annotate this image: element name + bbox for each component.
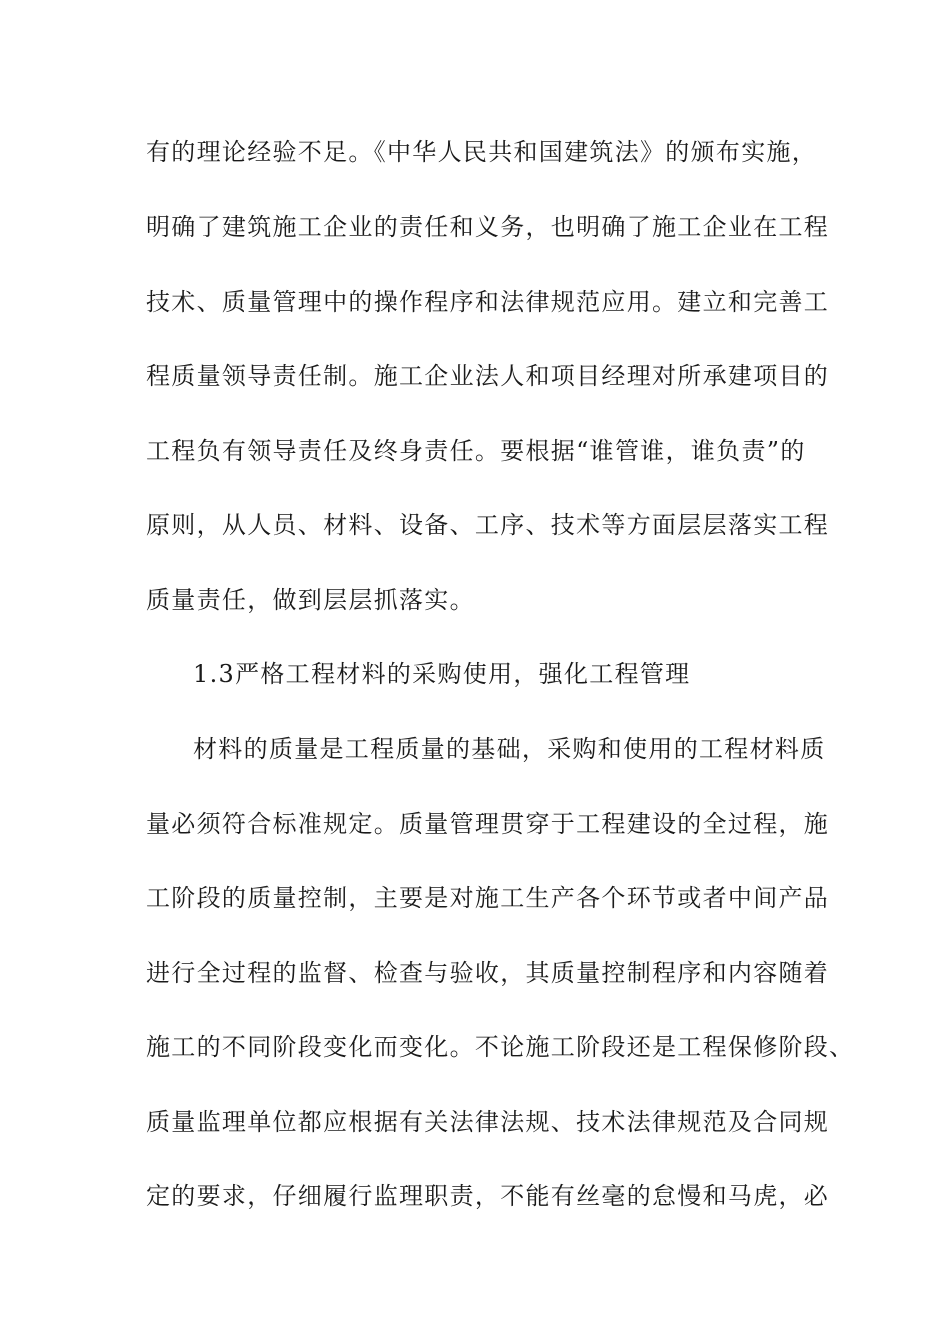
paragraph-line: 质量监理单位都应根据有关法律法规、技术法律规范及合同规 <box>146 1108 830 1136</box>
paragraph-line: 程质量领导责任制。施工企业法人和项目经理对所承建项目的 <box>146 362 830 390</box>
paragraph-line: 技术、质量管理中的操作程序和法律规范应用。建立和完善工 <box>146 288 830 316</box>
paragraph-line: 施工的不同阶段变化而变化。不论施工阶段还是工程保修阶段、 <box>146 1033 855 1061</box>
paragraph-line: 材料的质量是工程质量的基础，采购和使用的工程材料质 <box>193 735 826 763</box>
paragraph-line: 原则，从人员、材料、设备、工序、技术等方面层层落实工程 <box>146 511 830 539</box>
paragraph-line: 工程负有领导责任及终身责任。要根据“谁管谁，谁负责”的 <box>146 437 806 465</box>
paragraph-line: 有的理论经验不足。《中华人民共和国建筑法》的颁布实施， <box>146 138 818 166</box>
paragraph-line: 工阶段的质量控制，主要是对施工生产各个环节或者中间产品 <box>146 884 830 912</box>
paragraph-line: 明确了建筑施工企业的责任和义务，也明确了施工企业在工程 <box>146 213 830 241</box>
section-heading: 1.3严格工程材料的采购使用，强化工程管理 <box>193 660 691 688</box>
paragraph-line: 定的要求，仔细履行监理职责，不能有丝毫的怠慢和马虎，必 <box>146 1182 830 1210</box>
paragraph-line: 量必须符合标准规定。质量管理贯穿于工程建设的全过程，施 <box>146 810 830 838</box>
paragraph-line: 进行全过程的监督、检查与验收，其质量控制程序和内容随着 <box>146 959 830 987</box>
paragraph-line: 质量责任，做到层层抓落实。 <box>146 586 475 614</box>
